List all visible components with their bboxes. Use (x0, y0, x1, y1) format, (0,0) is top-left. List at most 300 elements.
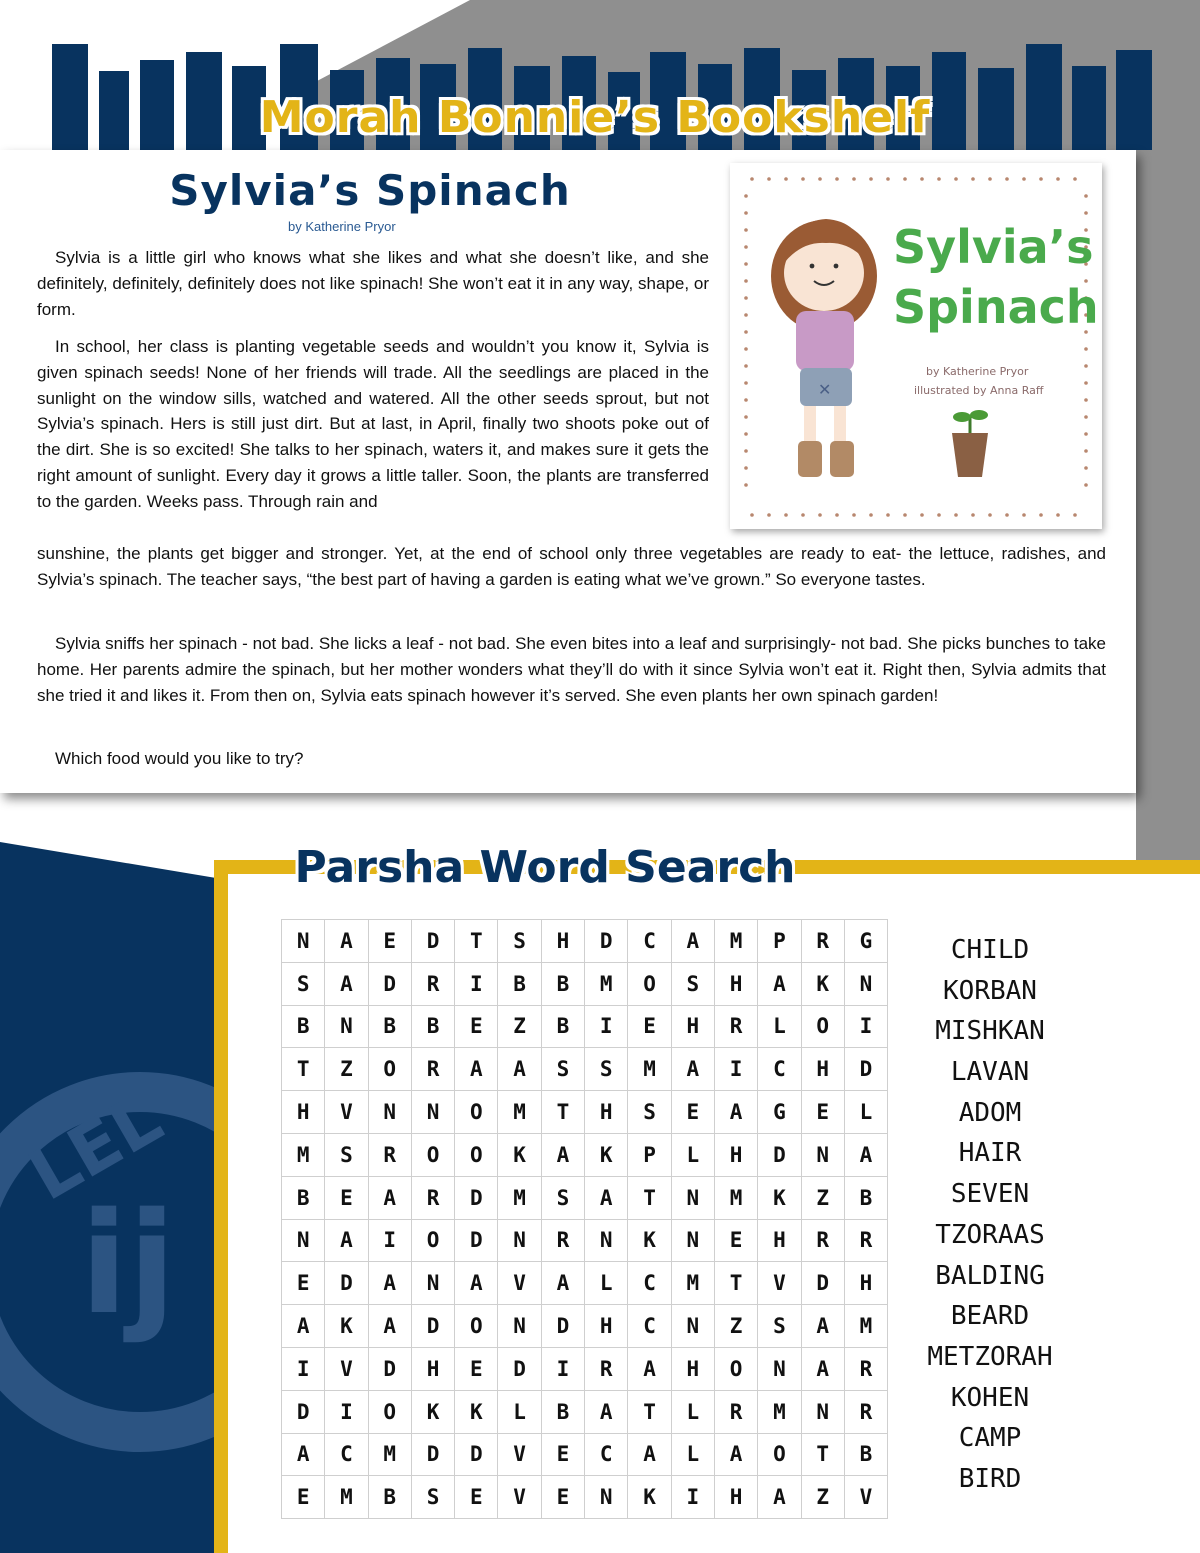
grid-cell[interactable]: N (325, 1005, 368, 1048)
grid-row (282, 920, 888, 963)
grid-cell[interactable]: A (368, 1305, 411, 1348)
grid-cell[interactable]: Z (801, 1476, 844, 1519)
cover-border-dot (1084, 466, 1088, 470)
grid-cell[interactable]: B (282, 1176, 325, 1219)
grid-cell[interactable]: C (628, 1305, 671, 1348)
grid-cell[interactable]: V (498, 1476, 541, 1519)
cover-border-dot (1084, 347, 1088, 351)
grid-cell[interactable]: A (282, 1433, 325, 1476)
cover-border-dot (954, 177, 958, 181)
grid-cell[interactable]: T (628, 1390, 671, 1433)
grid-cell[interactable]: A (714, 1091, 757, 1134)
grid-cell[interactable]: D (368, 1347, 411, 1390)
word-list-item: METZORAH (927, 1341, 1053, 1372)
grid-cell[interactable]: N (801, 1133, 844, 1176)
grid-cell[interactable]: R (801, 1219, 844, 1262)
grid-cell[interactable]: H (714, 1476, 757, 1519)
cover-border-dot (920, 177, 924, 181)
grid-cell[interactable]: H (585, 1305, 628, 1348)
cover-border-dot (869, 177, 873, 181)
grid-cell[interactable]: A (628, 1433, 671, 1476)
review-paragraph-1: Sylvia is a little girl who knows what she likes and what she doesn’t like, and she definitely, definitely, definitely does not like spinach! She won’t eat it in any way, shape, or form. (37, 248, 709, 319)
grid-cell[interactable]: N (585, 1476, 628, 1519)
grid-cell[interactable]: N (671, 1219, 714, 1262)
cover-border-dot (1039, 513, 1043, 517)
cover-title-line-1: Sylvia’s (893, 220, 1094, 274)
grid-cell[interactable]: M (671, 1262, 714, 1305)
grid-cell[interactable]: N (498, 1219, 541, 1262)
grid-row (282, 1005, 888, 1048)
grid-cell[interactable]: M (628, 1048, 671, 1091)
grid-cell[interactable]: D (585, 920, 628, 963)
grid-cell[interactable]: K (801, 962, 844, 1005)
grid-cell[interactable]: C (325, 1433, 368, 1476)
grid-cell[interactable]: R (411, 1048, 454, 1091)
grid-cell[interactable]: O (455, 1091, 498, 1134)
grid-cell[interactable]: G (758, 1091, 801, 1134)
grid-cell[interactable]: H (844, 1262, 887, 1305)
grid-cell[interactable]: O (801, 1005, 844, 1048)
grid-cell[interactable]: M (325, 1476, 368, 1519)
cover-border-dot (1084, 194, 1088, 198)
grid-cell[interactable]: H (758, 1219, 801, 1262)
grid-cell[interactable]: I (455, 962, 498, 1005)
grid-cell[interactable]: I (844, 1005, 887, 1048)
grid-cell[interactable]: H (411, 1347, 454, 1390)
grid-cell[interactable]: S (585, 1048, 628, 1091)
grid-cell[interactable]: A (455, 1048, 498, 1091)
grid-cell[interactable]: B (411, 1005, 454, 1048)
grid-cell[interactable]: H (585, 1091, 628, 1134)
cover-border-dot (744, 279, 748, 283)
grid-cell[interactable]: V (498, 1433, 541, 1476)
book-author: by Katherine Pryor (288, 219, 396, 234)
grid-cell[interactable]: E (628, 1005, 671, 1048)
grid-row (282, 1433, 888, 1476)
grid-cell[interactable]: I (585, 1005, 628, 1048)
grid-cell[interactable]: T (541, 1091, 584, 1134)
grid-cell[interactable]: O (455, 1305, 498, 1348)
grid-cell[interactable]: L (758, 1005, 801, 1048)
grid-cell[interactable]: N (801, 1390, 844, 1433)
grid-cell[interactable]: H (671, 1005, 714, 1048)
cover-border-dot (744, 347, 748, 351)
svg-text:ij: ij (80, 1183, 176, 1346)
grid-cell[interactable]: Z (801, 1176, 844, 1219)
word-list-item: SEVEN (950, 1179, 1030, 1210)
cover-border-dot (1084, 432, 1088, 436)
grid-cell[interactable]: E (455, 1476, 498, 1519)
cover-border-dot (744, 381, 748, 385)
grid-cell[interactable]: B (282, 1005, 325, 1048)
grid-cell[interactable]: K (628, 1476, 671, 1519)
word-list-item: CAMP (958, 1423, 1022, 1454)
grid-row (282, 1133, 888, 1176)
grid-cell[interactable]: O (368, 1390, 411, 1433)
grid-cell[interactable]: N (368, 1091, 411, 1134)
cover-border-dot (744, 432, 748, 436)
cover-border-dot (1005, 513, 1009, 517)
grid-cell[interactable]: E (325, 1176, 368, 1219)
grid-cell[interactable]: B (844, 1433, 887, 1476)
grid-cell[interactable]: C (585, 1433, 628, 1476)
grid-cell[interactable]: L (498, 1390, 541, 1433)
grid-cell[interactable]: A (585, 1390, 628, 1433)
word-list-item: LAVAN (950, 1057, 1030, 1088)
grid-cell[interactable]: D (455, 1176, 498, 1219)
cover-border-dot (1084, 364, 1088, 368)
review-question: Which food would you like to try? (55, 749, 304, 768)
grid-cell[interactable]: D (411, 920, 454, 963)
grid-cell[interactable]: N (671, 1176, 714, 1219)
grid-row (282, 1476, 888, 1519)
grid-cell[interactable]: K (628, 1219, 671, 1262)
grid-cell[interactable]: A (498, 1048, 541, 1091)
grid-cell[interactable]: H (714, 962, 757, 1005)
cover-border-dot (767, 513, 771, 517)
grid-cell[interactable]: O (411, 1219, 454, 1262)
grid-cell[interactable]: S (541, 1176, 584, 1219)
grid-cell[interactable]: A (758, 962, 801, 1005)
cover-illustration (730, 163, 1102, 529)
word-list-item: BALDING (935, 1260, 1045, 1291)
grid-row (282, 1305, 888, 1348)
grid-cell[interactable]: E (368, 920, 411, 963)
grid-cell[interactable]: D (498, 1347, 541, 1390)
grid-cell[interactable]: A (282, 1305, 325, 1348)
grid-cell[interactable]: I (325, 1390, 368, 1433)
svg-text:✕: ✕ (818, 380, 832, 399)
grid-cell[interactable]: D (325, 1262, 368, 1305)
cover-border-dot (954, 513, 958, 517)
cover-border-dot (744, 415, 748, 419)
grid-cell[interactable]: N (411, 1262, 454, 1305)
word-search-title: Parsha Word Search (294, 842, 796, 893)
cover-border-dot (920, 513, 924, 517)
cover-border-dot (744, 211, 748, 215)
grid-cell[interactable]: A (628, 1347, 671, 1390)
grid-cell[interactable]: H (541, 920, 584, 963)
grid-cell[interactable]: D (801, 1262, 844, 1305)
cover-border-dot (784, 177, 788, 181)
grid-cell[interactable]: R (844, 1347, 887, 1390)
grid-cell[interactable]: D (282, 1390, 325, 1433)
grid-cell[interactable]: A (671, 920, 714, 963)
word-list-item: ADOM (958, 1097, 1022, 1128)
cover-border-dot (971, 513, 975, 517)
cover-border-dot (1022, 177, 1026, 181)
grid-cell[interactable]: N (844, 962, 887, 1005)
cover-border-dot (1084, 398, 1088, 402)
grid-cell[interactable]: R (585, 1347, 628, 1390)
grid-cell[interactable]: A (325, 962, 368, 1005)
grid-cell[interactable]: D (368, 962, 411, 1005)
grid-cell[interactable]: R (714, 1390, 757, 1433)
grid-cell[interactable]: D (844, 1048, 887, 1091)
grid-cell[interactable]: V (498, 1262, 541, 1305)
cover-border-dot (886, 513, 890, 517)
grid-cell[interactable]: T (628, 1176, 671, 1219)
grid-cell[interactable]: L (671, 1133, 714, 1176)
cover-border-dot (1073, 513, 1077, 517)
grid-cell[interactable]: O (411, 1133, 454, 1176)
cover-border-dot (835, 513, 839, 517)
grid-cell[interactable]: A (671, 1048, 714, 1091)
grid-cell[interactable]: I (671, 1476, 714, 1519)
grid-cell[interactable]: A (325, 920, 368, 963)
grid-cell[interactable]: H (801, 1048, 844, 1091)
grid-cell[interactable]: L (844, 1091, 887, 1134)
grid-cell[interactable]: E (282, 1476, 325, 1519)
grid-cell[interactable]: C (758, 1048, 801, 1091)
grid-cell[interactable]: D (541, 1305, 584, 1348)
cover-border-dot (750, 177, 754, 181)
grid-cell[interactable]: D (411, 1305, 454, 1348)
flower-pot-icon (952, 433, 988, 477)
grid-cell[interactable]: A (844, 1133, 887, 1176)
word-search-grid (281, 919, 888, 1519)
grid-cell[interactable]: A (455, 1262, 498, 1305)
girl-shirt (796, 311, 854, 371)
grid-cell[interactable]: K (455, 1390, 498, 1433)
cover-border-dot (818, 177, 822, 181)
cover-border-dot (852, 177, 856, 181)
grid-cell[interactable]: R (801, 920, 844, 963)
cover-border-dot (801, 177, 805, 181)
cover-border-dot (744, 330, 748, 334)
grid-cell[interactable]: A (368, 1176, 411, 1219)
cover-border-dot (744, 313, 748, 317)
word-list-item: BEARD (950, 1301, 1030, 1332)
grid-cell[interactable]: D (411, 1433, 454, 1476)
grid-cell[interactable]: K (325, 1305, 368, 1348)
cover-border-dot (835, 177, 839, 181)
grid-cell[interactable]: R (844, 1390, 887, 1433)
grid-cell[interactable]: S (411, 1476, 454, 1519)
grid-cell[interactable]: Z (325, 1048, 368, 1091)
grid-cell[interactable]: P (758, 920, 801, 963)
grid-cell[interactable]: B (368, 1476, 411, 1519)
cover-border-dot (1084, 415, 1088, 419)
book-cover-image (730, 163, 1102, 529)
grid-cell[interactable]: M (368, 1433, 411, 1476)
grid-cell[interactable]: L (585, 1262, 628, 1305)
grid-cell[interactable]: B (541, 1005, 584, 1048)
grid-cell[interactable]: O (714, 1347, 757, 1390)
grid-cell[interactable]: E (541, 1476, 584, 1519)
grid-cell[interactable]: A (325, 1219, 368, 1262)
grid-cell[interactable]: H (671, 1347, 714, 1390)
cover-border-dot (744, 262, 748, 266)
grid-row (282, 1176, 888, 1219)
cover-border-dot (744, 398, 748, 402)
grid-cell[interactable]: I (714, 1048, 757, 1091)
grid-cell[interactable]: M (585, 962, 628, 1005)
shelf-book-bar (52, 44, 88, 150)
grid-cell[interactable]: T (801, 1433, 844, 1476)
grid-cell[interactable]: E (541, 1433, 584, 1476)
grid-cell[interactable]: B (368, 1005, 411, 1048)
grid-cell[interactable]: H (282, 1091, 325, 1134)
grid-cell[interactable]: T (714, 1262, 757, 1305)
cover-illustrator: illustrated by Anna Raff (914, 384, 1044, 397)
grid-cell[interactable]: S (671, 962, 714, 1005)
grid-cell[interactable]: C (628, 920, 671, 963)
grid-row (282, 1347, 888, 1390)
grid-cell[interactable]: S (628, 1091, 671, 1134)
grid-cell[interactable]: S (325, 1133, 368, 1176)
grid-cell[interactable]: S (498, 920, 541, 963)
grid-cell[interactable]: N (498, 1305, 541, 1348)
grid-cell[interactable]: K (498, 1133, 541, 1176)
shelf-book-bar (1116, 50, 1152, 150)
cover-border-dot (903, 177, 907, 181)
svg-text:LEL: LEL (15, 1077, 176, 1217)
grid-cell[interactable]: A (801, 1347, 844, 1390)
grid-cell[interactable]: A (541, 1262, 584, 1305)
grid-cell[interactable]: M (844, 1305, 887, 1348)
word-list-item: TZORAAS (935, 1219, 1045, 1250)
grid-cell[interactable]: M (282, 1133, 325, 1176)
grid-row (282, 1219, 888, 1262)
grid-cell[interactable]: Z (498, 1005, 541, 1048)
grid-cell[interactable]: N (282, 1219, 325, 1262)
grid-row (282, 1390, 888, 1433)
grid-cell[interactable]: N (758, 1347, 801, 1390)
grid-row (282, 1048, 888, 1091)
cover-border-dot (988, 513, 992, 517)
cover-border-dot (988, 177, 992, 181)
grid-cell[interactable]: N (282, 920, 325, 963)
cover-border-dot (744, 466, 748, 470)
grid-cell[interactable]: D (455, 1433, 498, 1476)
word-list-item: KORBAN (943, 975, 1037, 1006)
grid-cell[interactable]: S (282, 962, 325, 1005)
grid-cell[interactable]: S (758, 1305, 801, 1348)
grid-cell[interactable]: M (758, 1390, 801, 1433)
grid-cell[interactable]: E (455, 1005, 498, 1048)
grid-cell[interactable]: M (498, 1091, 541, 1134)
grid-cell[interactable]: R (844, 1219, 887, 1262)
grid-cell[interactable]: L (671, 1390, 714, 1433)
cover-border-dot (869, 513, 873, 517)
cover-border-dot (971, 177, 975, 181)
grid-cell[interactable]: T (282, 1048, 325, 1091)
grid-cell[interactable]: V (758, 1262, 801, 1305)
grid-cell[interactable]: R (368, 1133, 411, 1176)
cover-border-dot (744, 228, 748, 232)
cover-border-dot (1005, 177, 1009, 181)
grid-cell[interactable]: A (714, 1433, 757, 1476)
grid-cell[interactable]: N (411, 1091, 454, 1134)
review-paragraph-2-continued: sunshine, the plants get bigger and stronger. Yet, at the end of school only three vegetables are ready to eat- the lettuce, radishes, and Sylvia’s spinach. The teacher says, “the best part of having a garden is eating what we’ve grown.” So everyone tastes. (37, 544, 1106, 589)
review-paragraph-3: Sylvia sniffs her spinach - not bad. She licks a leaf - not bad. She even bites into a leaf and surprisingly- not bad. She picks bunches to take home. Her parents admire the spinach, but her mother wonders what they’ll do with it since Sylvia won’t eat it. Right then, Sylvia admits that she tried it and likes it. From then on, Sylvia eats spinach however it’s served. She even plants her own spinach garden! (37, 634, 1106, 705)
grid-cell[interactable]: M (714, 920, 757, 963)
grid-cell[interactable]: A (585, 1176, 628, 1219)
grid-cell[interactable]: A (758, 1476, 801, 1519)
grid-cell[interactable]: B (541, 1390, 584, 1433)
grid-cell[interactable]: O (628, 962, 671, 1005)
cover-border-dot (852, 513, 856, 517)
grid-cell[interactable]: D (758, 1133, 801, 1176)
cover-border-dot (784, 513, 788, 517)
grid-cell[interactable]: O (758, 1433, 801, 1476)
shelf-book-bar (1072, 66, 1106, 150)
cover-border-dot (1022, 513, 1026, 517)
cover-border-dot (744, 245, 748, 249)
cover-border-dot (750, 513, 754, 517)
review-paragraph-2: In school, her class is planting vegetable seeds and wouldn’t you know it, Sylvia is given spinach seeds! None of her friends will trade. All the seedlings are placed in the sunlight on the window sills, watched and watered. All the other seeds sprout, but not Sylvia’s spinach. Hers is still just dirt. But at last, in April, finally two shoots poke out of the dirt. She is so excited! She talks to her spinach, waters it, and makes sure it gets the right amount of sunlight. Every day it grows a little taller. Soon, the plants are transferred to the garden. Weeks pass. Through rain and (37, 337, 709, 511)
cover-border-dot (1084, 381, 1088, 385)
word-list-item: KOHEN (950, 1382, 1030, 1413)
grid-cell[interactable]: N (585, 1219, 628, 1262)
grid-cell[interactable]: A (801, 1305, 844, 1348)
grid-cell[interactable]: O (368, 1048, 411, 1091)
grid-cell[interactable]: I (368, 1219, 411, 1262)
grid-cell[interactable]: B (498, 962, 541, 1005)
grid-cell[interactable]: V (844, 1476, 887, 1519)
cover-border-dot (767, 177, 771, 181)
grid-cell[interactable]: K (411, 1390, 454, 1433)
cover-border-dot (744, 296, 748, 300)
grid-cell[interactable]: S (541, 1048, 584, 1091)
cover-border-dot (1084, 483, 1088, 487)
grid-cell[interactable]: Z (714, 1305, 757, 1348)
grid-cell[interactable]: E (455, 1347, 498, 1390)
grid-cell[interactable]: L (671, 1433, 714, 1476)
grid-cell[interactable]: R (411, 962, 454, 1005)
grid-cell[interactable]: K (585, 1133, 628, 1176)
grid-cell[interactable]: R (541, 1219, 584, 1262)
grid-row (282, 1262, 888, 1305)
grid-cell[interactable]: B (541, 962, 584, 1005)
grid-cell[interactable]: E (801, 1091, 844, 1134)
grid-cell[interactable]: V (325, 1347, 368, 1390)
grid-cell[interactable]: G (844, 920, 887, 963)
grid-cell[interactable]: O (455, 1133, 498, 1176)
grid-cell[interactable]: R (411, 1176, 454, 1219)
grid-cell[interactable]: K (758, 1176, 801, 1219)
grid-cell[interactable]: E (671, 1091, 714, 1134)
grid-cell[interactable]: T (455, 920, 498, 963)
grid-cell[interactable]: C (628, 1262, 671, 1305)
word-list-item: CHILD (950, 935, 1030, 965)
cover-title-line-2: Spinach (893, 280, 1099, 334)
grid-cell[interactable]: E (282, 1262, 325, 1305)
grid-row (282, 1091, 888, 1134)
grid-cell[interactable]: I (541, 1347, 584, 1390)
grid-cell[interactable]: M (498, 1176, 541, 1219)
cover-border-dot (1084, 449, 1088, 453)
grid-cell[interactable]: H (714, 1133, 757, 1176)
grid-cell[interactable]: A (541, 1133, 584, 1176)
grid-cell[interactable]: A (368, 1262, 411, 1305)
grid-cell[interactable]: M (714, 1176, 757, 1219)
grid-cell[interactable]: P (628, 1133, 671, 1176)
grid-cell[interactable]: B (844, 1176, 887, 1219)
grid-cell[interactable]: R (714, 1005, 757, 1048)
word-list (900, 930, 1080, 1500)
cover-border-dot (1056, 513, 1060, 517)
book-title: Sylvia’s Spinach (169, 166, 571, 215)
grid-cell[interactable]: D (455, 1219, 498, 1262)
grid-cell[interactable]: V (325, 1091, 368, 1134)
grid-cell[interactable]: E (714, 1219, 757, 1262)
cover-border-dot (903, 513, 907, 517)
grid-cell[interactable]: I (282, 1347, 325, 1390)
grid-cell[interactable]: N (671, 1305, 714, 1348)
cover-border-dot (1056, 177, 1060, 181)
